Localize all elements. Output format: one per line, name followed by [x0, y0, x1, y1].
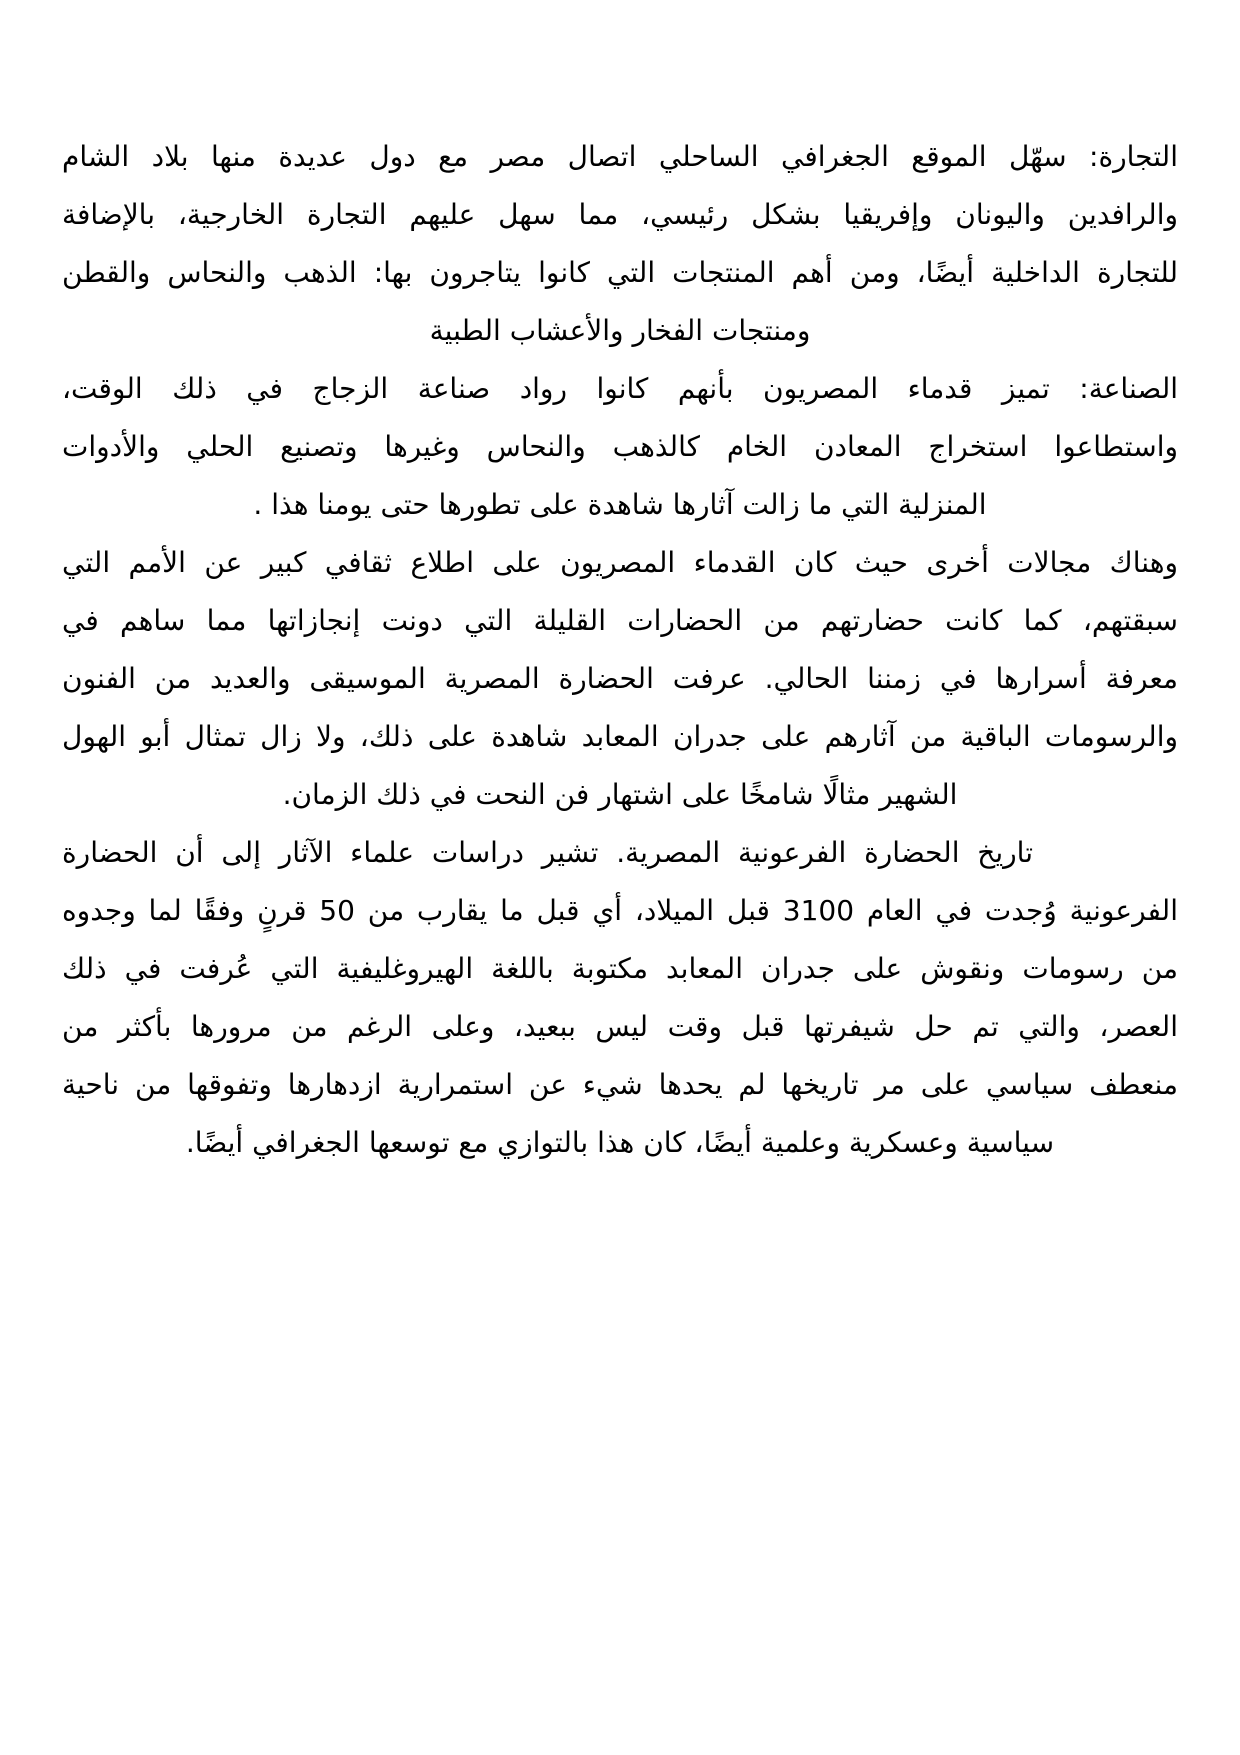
- paragraph-pharaonic-history: [62, 824, 1178, 1172]
- paragraph-culture-arts: [62, 534, 1178, 824]
- text-line: والرافدين واليونان وإفريقيا بشكل رئيسي، مما سهل عليهم التجارة الخارجية، بالإضافة: [62, 198, 1178, 231]
- text-line: منعطف سياسي على مر تاريخها لم يحدها شيء عن استمرارية ازدهارها وتفوقها من ناحية: [62, 1068, 1178, 1101]
- text-line: وهناك مجالات أخرى حيث كان القدماء المصريون على اطلاع ثقافي كبير عن الأمم التي: [62, 546, 1178, 579]
- text-line: التجارة: سهّل الموقع الجغرافي الساحلي اتصال مصر مع دول عديدة منها بلاد الشام: [62, 140, 1178, 173]
- text-line: معرفة أسرارها في زمننا الحالي. عرفت الحضارة المصرية الموسيقى والعديد من الفنون: [62, 662, 1178, 695]
- text-line: المنزلية التي ما زالت آثارها شاهدة على تطورها حتى يومنا هذا .: [253, 488, 987, 521]
- text-line: من رسومات ونقوش على جدران المعابد مكتوبة باللغة الهيروغليفية التي عُرفت في ذلك: [62, 952, 1178, 985]
- text-line: للتجارة الداخلية أيضًا، ومن أهم المنتجات التي كانوا يتاجرون بها: الذهب والنحاس والقطن: [62, 256, 1178, 289]
- paragraph-trade: [62, 128, 1178, 360]
- text-line: والرسومات الباقية من آثارهم على جدران المعابد شاهدة على ذلك، ولا زال تمثال أبو الهول: [62, 720, 1178, 753]
- text-line: الصناعة: تميز قدماء المصريون بأنهم كانوا رواد صناعة الزجاج في ذلك الوقت،: [62, 372, 1178, 405]
- text-line: الشهير مثالًا شامخًا على اشتهار فن النحت في ذلك الزمان.: [282, 778, 958, 811]
- text-line: ومنتجات الفخار والأعشاب الطبية: [429, 314, 811, 347]
- text-line: تاريخ الحضارة الفرعونية المصرية. تشير دراسات علماء الآثار إلى أن الحضارة: [62, 836, 1033, 869]
- text-block: [62, 128, 1178, 1172]
- text-line: سبقتهم، كما كانت حضارتهم من الحضارات القليلة التي دونت إنجازاتها مما ساهم في: [62, 604, 1178, 637]
- text-line: واستطاعوا استخراج المعادن الخام كالذهب والنحاس وغيرها وتصنيع الحلي والأدوات: [62, 430, 1178, 463]
- paragraph-industry: [62, 360, 1178, 534]
- text-line: العصر، والتي تم حل شيفرتها قبل وقت ليس ببعيد، وعلى الرغم من مرورها بأكثر من: [62, 1010, 1178, 1043]
- text-line: الفرعونية وُجدت في العام 3100 قبل الميلاد، أي قبل ما يقارب من 50 قرنٍ وفقًا لما وجدوه: [62, 894, 1178, 927]
- text-line: سياسية وعسكرية وعلمية أيضًا، كان هذا بالتوازي مع توسعها الجغرافي أيضًا.: [185, 1126, 1055, 1159]
